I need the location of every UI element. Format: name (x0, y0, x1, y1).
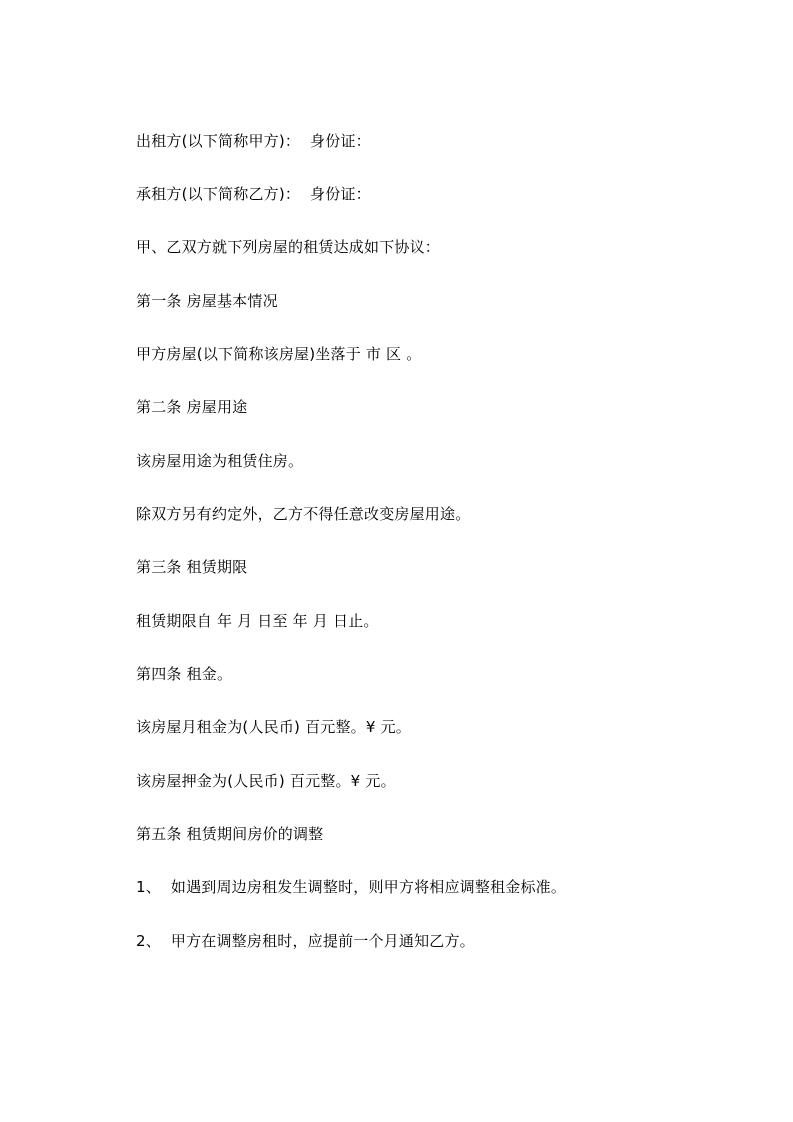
article-3-heading: 第三条 租赁期限 (136, 558, 248, 576)
monthly-rent: 该房屋月租金为(人民币) 百元整。¥ 元。 (136, 718, 411, 736)
agreement-intro: 甲、乙双方就下列房屋的租赁达成如下协议： (136, 238, 441, 256)
article-4-heading: 第四条 租金。 (136, 665, 233, 683)
lessor-line: 出租方(以下简称甲方)： 身份证： (136, 132, 371, 150)
deposit: 该房屋押金为(人民币) 百元整。¥ 元。 (136, 772, 396, 790)
article-1-heading: 第一条 房屋基本情况 (136, 292, 278, 310)
article-2-heading: 第二条 房屋用途 (136, 398, 248, 416)
clause-5-2: 2、 甲方在调整房租时，应提前一个月通知乙方。 (136, 932, 475, 950)
use-restriction: 除双方另有约定外，乙方不得任意改变房屋用途。 (136, 505, 471, 523)
lease-term: 租赁期限自 年 月 日至 年 月 日止。 (136, 612, 379, 630)
property-use: 该房屋用途为租赁住房。 (136, 452, 304, 470)
article-5-heading: 第五条 租赁期间房价的调整 (136, 825, 324, 843)
clause-5-1: 1、 如遇到周边房租发生调整时，则甲方将相应调整租金标准。 (136, 878, 567, 896)
lessee-line: 承租方(以下简称乙方)： 身份证： (136, 185, 371, 203)
property-location: 甲方房屋(以下简称该房屋)坐落于 市 区 。 (136, 345, 422, 363)
